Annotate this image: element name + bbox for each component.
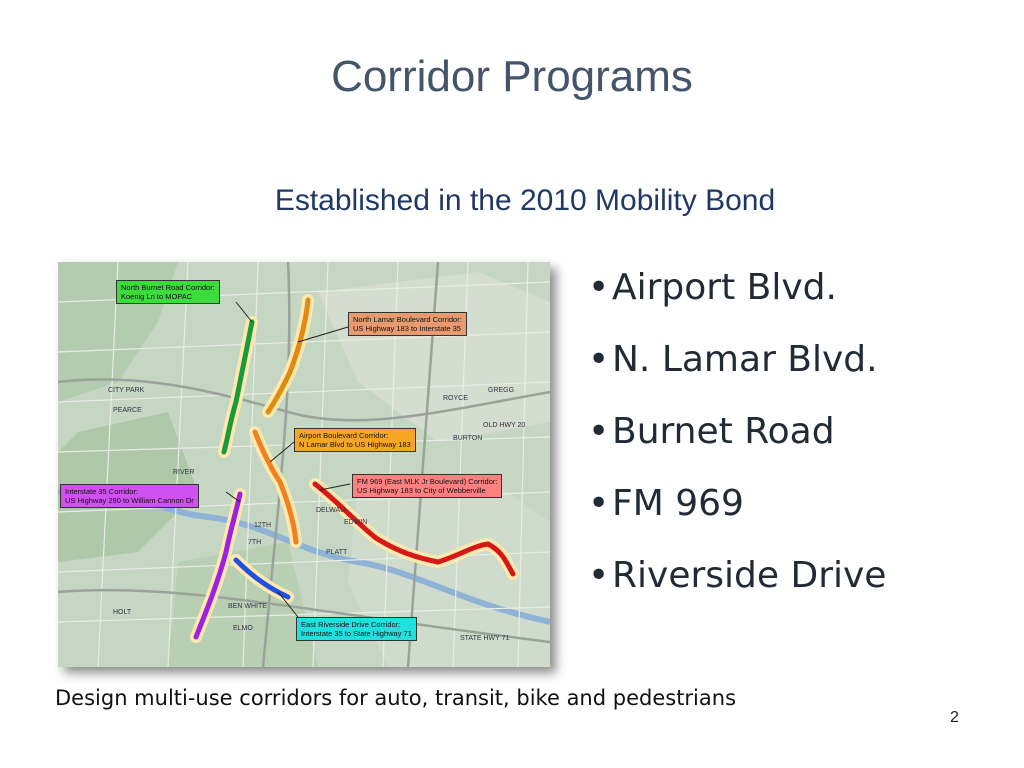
- callout-riverside-line1: East Riverside Drive Corridor:: [301, 620, 401, 629]
- corridor-map: [58, 262, 550, 667]
- callout-airport-line1: Airport Boulevard Corridor:: [299, 431, 389, 440]
- road-label: GREGG: [488, 387, 515, 394]
- callout-i35-line1: Interstate 35 Corridor:: [65, 487, 138, 496]
- callout-burnet-line2: Koenig Ln to MOPAC: [121, 292, 193, 301]
- list-item: [588, 334, 886, 406]
- road-label: 12TH: [254, 522, 272, 529]
- list-item: [588, 478, 886, 550]
- callout-fm969-line2: US Highway 183 to City of Webberville: [357, 486, 486, 495]
- map-canvas: [58, 262, 550, 667]
- callout-airport-line2: N Lamar Blvd to US Highway 183: [299, 440, 411, 449]
- bullet-dot: •: [588, 267, 610, 308]
- road-label: HOLT: [113, 609, 132, 616]
- list-item: [588, 550, 886, 622]
- callout-fm969: [352, 474, 502, 498]
- slide-subtitle: Established in the 2010 Mobility Bond: [274, 184, 776, 217]
- list-item-label: FM 969: [612, 483, 744, 524]
- road-label: CITY PARK: [108, 387, 145, 394]
- list-item-label: N. Lamar Blvd.: [612, 339, 878, 380]
- road-label: ELMO: [233, 625, 253, 632]
- road-label: DELWAU: [316, 507, 346, 514]
- road-label: PEARCE: [113, 407, 142, 414]
- callout-lamar: [348, 312, 467, 336]
- slide-caption: Design multi-use corridors for auto, transit, bike and pedestrians: [55, 686, 737, 710]
- callout-riverside-line2: Interstate 35 to State Highway 71: [301, 629, 412, 638]
- bullet-dot: •: [588, 339, 610, 380]
- road-label: ROYCE: [443, 395, 468, 402]
- list-item: [588, 262, 886, 334]
- slide-number: 2: [950, 709, 959, 726]
- road-label: EDWIN: [344, 519, 368, 526]
- road-label: STATE HWY 71: [460, 635, 510, 642]
- callout-fm969-line1: FM 969 (East MLK Jr Boulevard) Corridor:: [357, 477, 498, 486]
- road-label: PLATT: [326, 549, 348, 556]
- slide-title: Corridor Programs: [331, 52, 693, 101]
- callout-lamar-line1: North Lamar Boulevard Corridor:: [353, 315, 462, 324]
- callout-burnet: [116, 280, 220, 304]
- bullet-dot: •: [588, 555, 610, 596]
- road-label: 7TH: [248, 539, 262, 546]
- list-item-label: Riverside Drive: [612, 555, 887, 596]
- callout-lamar-line2: US Highway 183 to Interstate 35: [353, 324, 461, 333]
- road-label: BURTON: [453, 435, 483, 442]
- list-item: [588, 406, 886, 478]
- callout-airport: [294, 428, 416, 452]
- list-item-label: Burnet Road: [612, 411, 835, 452]
- road-label: BEN WHITE: [228, 603, 267, 610]
- corridor-list: [588, 262, 886, 622]
- callout-i35-line2: US Highway 290 to William Cannon Dr: [65, 496, 194, 505]
- list-item-label: Airport Blvd.: [612, 267, 837, 308]
- bullet-dot: •: [588, 483, 610, 524]
- bullet-dot: •: [588, 411, 610, 452]
- road-label: RIVER: [173, 469, 195, 476]
- callout-burnet-line1: North Burnet Road Corridor:: [121, 283, 215, 292]
- road-label: OLD HWY 20: [483, 422, 526, 429]
- callout-riverside: [296, 617, 417, 641]
- callout-i35: [60, 484, 199, 508]
